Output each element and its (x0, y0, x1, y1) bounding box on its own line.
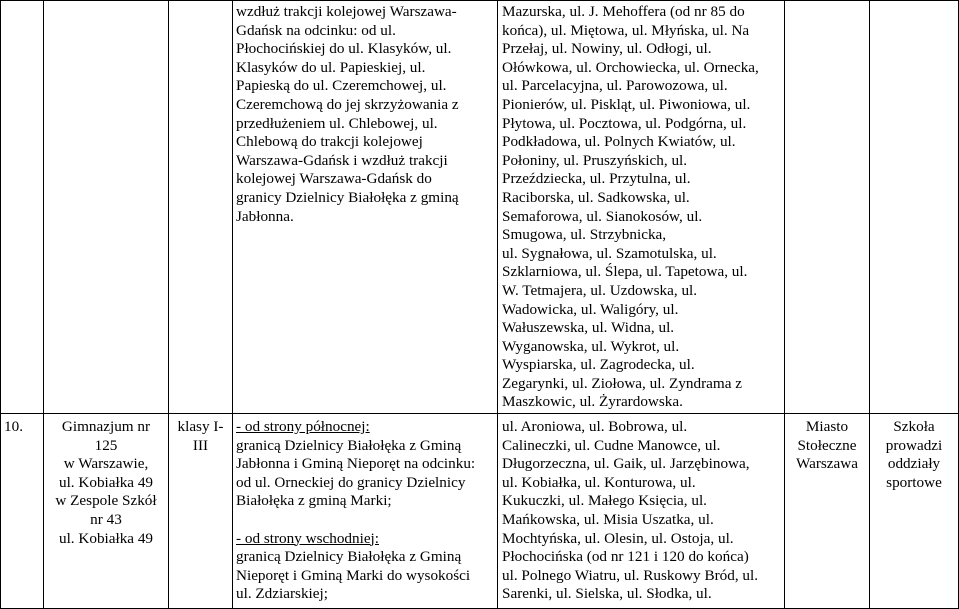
street-line: Mazurska, ul. J. Mehoffera (od nr 85 do (502, 3, 745, 20)
street-line: Wadowicka, ul. Waligóry, ul. (502, 300, 679, 318)
classes-line: klasy I- (177, 418, 224, 435)
street-line: Wyspiarska, ul. Zagrodecka, ul. (502, 356, 695, 374)
notes-cell (870, 418, 958, 492)
notes-line: prowadzi (885, 436, 943, 454)
notes-line: sportowe (886, 473, 942, 491)
continuation-streets-cell (502, 3, 782, 412)
boundary-line: granicą Dzielnicy Białołęka z Gminą (236, 436, 462, 454)
street-line: Wyganowska, ul. Wykrot, ul. (502, 337, 680, 355)
boundary-line: Gdańsk na odcinku: od ul. (236, 21, 396, 39)
school-line: 125 (94, 436, 118, 454)
street-line: Mochtyńska, ul. Olesin, ul. Ostoja, ul. (502, 529, 734, 547)
street-line: Połoniny, ul. Pruszyńskich, ul. (502, 151, 688, 169)
row-number-cell (4, 418, 42, 437)
row-divider (0, 0, 959, 1)
authority-cell (785, 418, 869, 474)
boundary-line: wzdłuż trakcji kolejowej Warszawa- (236, 3, 457, 20)
street-line: Wałuszewska, ul. Widna, ul. (502, 319, 675, 337)
school-line: nr 43 (90, 510, 122, 528)
street-line: Płochocińska (od nr 121 i 120 do końca) (502, 548, 749, 566)
blank-line (236, 511, 496, 530)
school-name-cell (44, 418, 168, 548)
boundary-line: granicą Dzielnicy Białołęka z Gminą (236, 548, 462, 566)
street-line: Zegarynki, ul. Ziołowa, ul. Zyndrama z (502, 374, 742, 392)
boundary-line: Chlebową do trakcji kolejowej (236, 133, 423, 151)
column-divider (497, 0, 498, 609)
street-line: Calineczki, ul. Cudne Manowce, ul. (502, 436, 721, 454)
street-line: Kukuczki, ul. Małego Księcia, ul. (502, 492, 707, 510)
street-line: ul. Polnego Wiatru, ul. Ruskowy Bród, ul. (502, 566, 759, 584)
boundary-cell (236, 418, 496, 604)
column-divider (0, 0, 1, 609)
boundary-line: Klasyków do ul. Papieskiej, ul. (236, 58, 426, 76)
school-line: Gimnazjum nr (61, 418, 151, 435)
row-number: 10. (4, 418, 23, 435)
boundary-line: ul. Zdziarskiej; (236, 585, 328, 603)
east-heading: - od strony wschodniej: (236, 529, 379, 547)
column-divider (232, 0, 233, 609)
authority-line: Warszawa (795, 455, 859, 473)
street-line: Maszkowic, ul. Żyrardowska. (502, 393, 683, 411)
classes-line: III (192, 436, 209, 454)
school-line: ul. Kobiałka 49 (58, 529, 154, 547)
street-line: Przełaj, ul. Nowiny, ul. Odłogi, ul. (502, 40, 712, 58)
street-line: W. Tetmajera, ul. Uzdowska, ul. (502, 281, 698, 299)
boundary-line: przedłużeniem ul. Chlebowej, ul. (236, 114, 438, 132)
row-divider (0, 413, 959, 414)
street-line: Długorzeczna, ul. Gaik, ul. Jarzębinowa, (502, 455, 750, 473)
boundary-line: Nieporęt i Gminą Marki do wysokości (236, 566, 471, 584)
street-line: ul. Aroniowa, ul. Bobrowa, ul. (502, 418, 688, 435)
continuation-boundary-cell (236, 3, 494, 226)
school-line: ul. Kobiałka 49 (58, 473, 154, 491)
street-line: końca), ul. Miętowa, ul. Młyńska, ul. Na (502, 21, 750, 39)
street-line: Pionierów, ul. Piskląt, ul. Piwoniowa, ul. (502, 95, 751, 113)
street-line: Płytowa, ul. Pocztowa, ul. Podgórna, ul. (502, 114, 747, 132)
boundary-line: od ul. Orneckiej do granicy Dzielnicy (236, 473, 466, 491)
street-line: Raciborska, ul. Sadkowska, ul. (502, 188, 690, 206)
authority-line: Stołeczne (797, 436, 857, 454)
street-line: Przeździecka, ul. Przytulna, ul. (502, 170, 691, 188)
street-line: Ołówkowa, ul. Orchowiecka, ul. Ornecka, (502, 58, 759, 76)
boundary-line: kolejowej Warszawa-Gdańsk do (236, 170, 432, 188)
boundary-line: Papieską do ul. Czeremchowej, ul. (236, 77, 447, 95)
boundary-line: Czeremchową do jej skrzyżowania z (236, 95, 459, 113)
boundary-line: Jabłonna i Gminą Nieporęt na odcinku: (236, 455, 476, 473)
street-line: ul. Kobiałka, ul. Konturowa, ul. (502, 473, 696, 491)
notes-line: oddziały (887, 455, 941, 473)
classes-cell (169, 418, 232, 455)
street-line: ul. Parcelacyjna, ul. Parowozowa, ul. (502, 77, 728, 95)
school-line: w Zespole Szkół (55, 492, 157, 510)
north-heading: - od strony północnej: (236, 418, 370, 435)
notes-line: Szkoła (893, 418, 935, 435)
boundary-line: Białołęka z gminą Marki; (236, 492, 392, 510)
column-divider (869, 0, 870, 609)
street-line: Mańkowska, ul. Misia Uszatka, ul. (502, 510, 714, 528)
column-divider (784, 0, 785, 609)
authority-line: Miasto (805, 418, 849, 435)
streets-cell (502, 418, 782, 604)
school-line: w Warszawie, (63, 455, 149, 473)
boundary-line: granicy Dzielnicy Białołęka z gminą (236, 188, 459, 206)
boundary-line: Jabłonna. (236, 207, 294, 225)
street-line: Smugowa, ul. Strzybnicka, (502, 226, 667, 244)
street-line: ul. Sygnałowa, ul. Szamotulska, ul. (502, 244, 717, 262)
street-line: Podkładowa, ul. Polnych Kwiatów, ul. (502, 133, 736, 151)
boundary-line: Płochocińskiej do ul. Klasyków, ul. (236, 40, 452, 58)
boundary-line: Warszawa-Gdańsk i wzdłuż trakcji (236, 151, 448, 169)
street-line: Semaforowa, ul. Sianokosów, ul. (502, 207, 703, 225)
column-divider (168, 0, 169, 609)
street-line: Sarenki, ul. Sielska, ul. Słodka, ul. (502, 585, 712, 603)
street-line: Szklarniowa, ul. Ślepa, ul. Tapetowa, ul. (502, 263, 748, 281)
